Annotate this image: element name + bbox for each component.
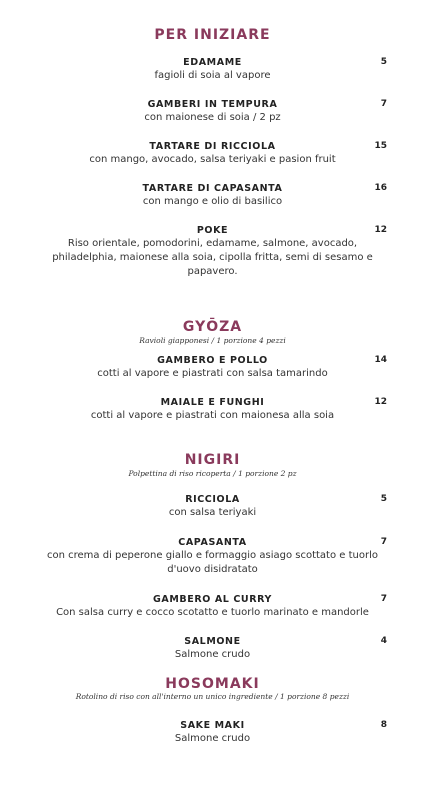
section-title-gyoza: GYŌZA (182, 319, 243, 335)
item-name: MAIALE E FUNGHI (160, 397, 265, 408)
item-name: POKE (196, 225, 229, 236)
item-name: EDAMAME (183, 57, 242, 68)
item-description: con crema di peperone giallo e formaggio asiago scottato e tuorlo d'uovo disidratato (47, 550, 378, 575)
section-subtitle-gyoza: Ravioli giapponesi / 1 porzione 4 pezzi (139, 336, 286, 345)
menu-item-ricciola (0, 493, 425, 520)
item-price: 7 (380, 99, 387, 109)
menu-item-salmone (0, 635, 425, 662)
menu-item-sake-maki (0, 719, 425, 746)
item-name: GAMBERO E POLLO (157, 355, 268, 366)
item-name: GAMBERO AL CURRY (152, 594, 273, 605)
menu-item-tartare-di-ricciola (0, 140, 425, 167)
item-description: con maionese di soia / 2 pz (144, 112, 281, 123)
section-subtitle-nigiri: Polpettina di riso ricoperta / 1 porzione 2 pz (128, 469, 297, 478)
item-price: 12 (374, 397, 387, 407)
section-title-hosomaki: HOSOMAKI (165, 676, 260, 692)
item-name: SALMONE (184, 636, 241, 647)
item-description: Salmone crudo (174, 733, 251, 744)
item-description: cotti al vapore e piastrati con salsa tamarindo (97, 368, 328, 379)
item-price: 7 (380, 537, 387, 547)
item-description: Salmone crudo (174, 649, 251, 660)
menu-item-maiale-e-funghi (0, 396, 425, 423)
section-subtitle-hosomaki: Rotolino di riso con all'interno un unico ingrediente / 1 porzione 8 pezzi (75, 692, 350, 701)
menu-item-capasanta (0, 536, 425, 577)
item-description: cotti al vapore e piastrati con maionesa alla soia (90, 410, 335, 421)
item-price: 12 (374, 225, 387, 235)
menu-item-gamberi-in-tempura (0, 98, 425, 125)
item-name: TARTARE DI RICCIOLA (149, 141, 276, 152)
item-name: SAKE MAKI (180, 720, 245, 731)
item-price: 5 (380, 57, 387, 67)
menu-item-gambero-al-curry (0, 593, 425, 620)
item-description: con mango e olio di basilico (142, 196, 283, 207)
item-description: con salsa teriyaki (168, 507, 257, 518)
item-price: 16 (374, 183, 387, 193)
item-description: fagioli di soia al vapore (154, 70, 271, 81)
item-price: 15 (374, 141, 387, 151)
item-price: 5 (380, 494, 387, 504)
menu-item-gambero-e-pollo (0, 354, 425, 381)
item-price: 7 (380, 594, 387, 604)
item-price: 8 (380, 720, 387, 730)
section-title-nigiri: NIGIRI (184, 452, 241, 468)
item-description: Riso orientale, pomodorini, edamame, salmone, avocado, philadelphia, maionese alla soia, cipolla fritta, semi di sesamo e papavero. (52, 238, 373, 277)
item-name: CAPASANTA (178, 537, 247, 548)
item-description: Con salsa curry e cocco scotatto e tuorlo marinato e mandorle (56, 607, 369, 618)
section-title-per-iniziare: PER INIZIARE (154, 27, 271, 43)
item-price: 4 (380, 636, 387, 646)
item-name: RICCIOLA (185, 494, 240, 505)
item-name: GAMBERI IN TEMPURA (147, 99, 278, 110)
item-price: 14 (374, 355, 387, 365)
menu-item-edamame (0, 56, 425, 83)
item-name: TARTARE DI CAPASANTA (142, 183, 283, 194)
menu-item-poke (0, 224, 425, 279)
menu-item-tartare-di-capasanta (0, 182, 425, 209)
item-description: con mango, avocado, salsa teriyaki e pasion fruit (89, 154, 336, 165)
